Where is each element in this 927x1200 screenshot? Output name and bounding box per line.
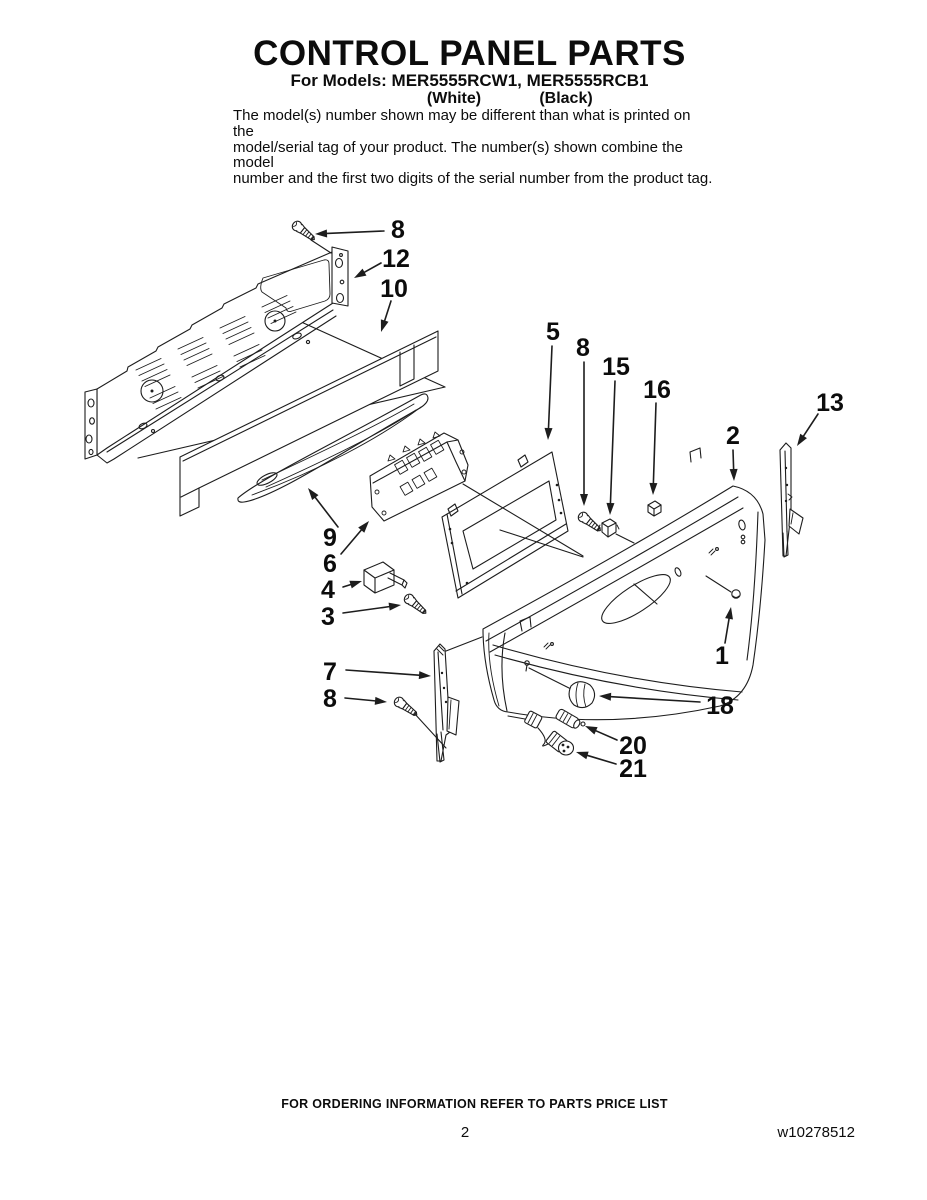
callout-label: 16	[643, 376, 671, 404]
clip-15	[598, 519, 634, 543]
callout-arrowhead	[349, 581, 362, 589]
callout-label: 8	[576, 334, 590, 362]
callout-arrowhead	[585, 726, 598, 734]
callout-label: 2	[726, 422, 740, 450]
finish-label-white: (White)	[426, 90, 482, 107]
callout-9	[308, 488, 338, 552]
callout-arrowhead	[797, 434, 807, 446]
callout-label: 9	[323, 524, 337, 552]
callout-7	[323, 658, 431, 686]
callout-leader-line	[610, 381, 615, 503]
document-number: w10278512	[777, 1124, 855, 1141]
note-line: The model(s) number shown may be different than what is printed on the	[233, 107, 691, 140]
screw-3	[402, 592, 429, 617]
callout-arrowhead	[730, 469, 738, 481]
callout-leader-line	[315, 498, 338, 527]
screw-8-top	[290, 219, 317, 243]
callout-label: 5	[546, 318, 560, 346]
note-line: number and the first two digits of the serial number from the product tag.	[233, 170, 713, 188]
callout-label: 10	[380, 275, 408, 303]
callout-label: 1	[715, 642, 729, 670]
callout-leader-line	[733, 450, 734, 469]
finish-label-black: (Black)	[539, 90, 593, 107]
callout-leader-line	[343, 607, 389, 613]
callout-leader-line	[327, 231, 384, 233]
callout-leader-line	[343, 585, 351, 587]
callout-arrowhead	[649, 483, 657, 495]
callout-arrowhead	[381, 319, 389, 332]
callout-arrowhead	[419, 671, 431, 679]
callout-leader-line	[346, 670, 419, 675]
note-line: model/serial tag of your product. The number(s) shown combine the model	[233, 138, 683, 172]
screw-1	[732, 590, 740, 598]
callout-leader-line	[653, 403, 656, 483]
callout-4	[321, 576, 362, 604]
page-title: CONTROL PANEL PARTS	[253, 34, 686, 73]
callout-label: 15	[602, 353, 630, 381]
callout-3	[321, 603, 401, 631]
callout-label: 8	[391, 216, 405, 244]
control-knob	[569, 682, 594, 708]
callout-arrowhead	[580, 494, 588, 506]
callout-arrowhead	[545, 428, 553, 440]
callout-21	[576, 752, 647, 783]
callout-5	[545, 318, 561, 440]
callout-label: 12	[382, 245, 410, 273]
switch-4	[364, 562, 407, 593]
callout-label: 7	[323, 658, 337, 686]
right-end-bracket	[780, 443, 803, 557]
callout-label: 21	[619, 755, 647, 783]
callout-label: 4	[321, 576, 335, 604]
callout-leader-line	[385, 301, 391, 321]
callout-label: 6	[323, 550, 337, 578]
callout-12	[354, 245, 410, 278]
callout-arrowhead	[576, 752, 589, 760]
left-end-bracket	[414, 637, 482, 762]
callout-label: 3	[321, 603, 335, 631]
callout-leader-line	[345, 698, 375, 701]
callout-15	[602, 353, 630, 515]
callout-8	[576, 334, 590, 506]
callout-arrowhead	[354, 269, 366, 278]
callout-arrowhead	[308, 488, 318, 500]
callout-arrowhead	[606, 503, 614, 515]
callout-label: 18	[706, 692, 734, 720]
callout-leader-line	[596, 731, 617, 740]
callout-16	[643, 376, 671, 495]
page-number: 2	[460, 1124, 470, 1141]
callout-8	[323, 685, 387, 713]
callout-arrowhead	[389, 603, 401, 611]
callout-8	[315, 216, 405, 244]
models-line: For Models: MER5555RCW1, MER5555RCB1	[290, 71, 649, 90]
clip-16	[648, 501, 661, 516]
callout-leader-line	[364, 263, 381, 272]
callout-label: 8	[323, 685, 337, 713]
ordering-note: FOR ORDERING INFORMATION REFER TO PARTS PRICE LIST	[281, 1097, 668, 1111]
callout-13	[797, 389, 844, 446]
callout-leader-line	[804, 414, 818, 436]
callout-leader-line	[587, 755, 616, 764]
callout-leader-line	[341, 530, 361, 554]
callout-2	[726, 422, 740, 481]
screw-8-mid	[576, 510, 603, 534]
callout-10	[380, 275, 408, 332]
callout-label: 13	[816, 389, 844, 417]
callout-arrowhead	[375, 697, 387, 705]
callout-arrowhead	[315, 229, 327, 237]
callout-leader-line	[549, 346, 552, 428]
screw-8-bottom	[392, 695, 419, 719]
callout-label: 20	[619, 732, 647, 760]
electronic-control-board	[370, 432, 468, 521]
